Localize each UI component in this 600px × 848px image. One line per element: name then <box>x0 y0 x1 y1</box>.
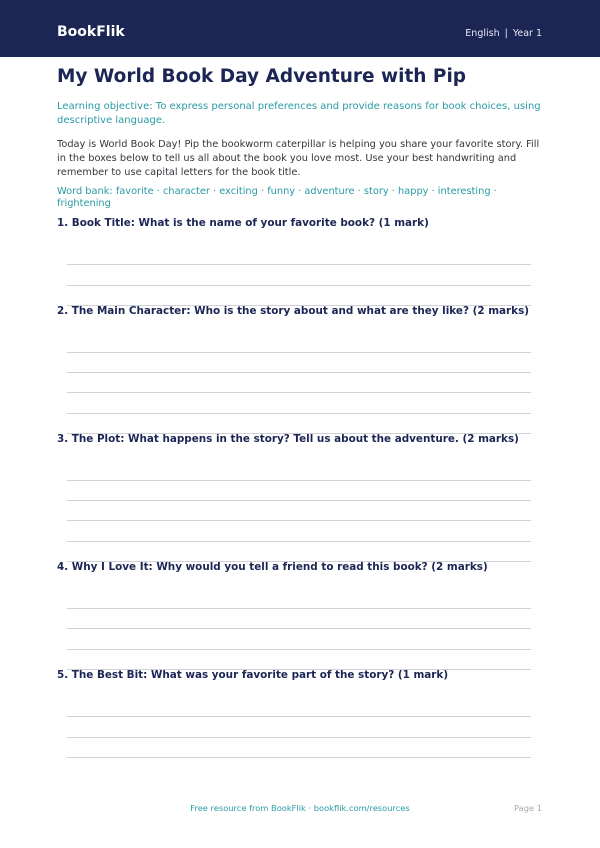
worksheet-title: My World Book Day Adventure with Pip <box>57 66 467 87</box>
answer-line[interactable] <box>67 520 531 521</box>
answer-line[interactable] <box>67 413 531 414</box>
subject-year-label <box>465 28 542 39</box>
question-1-prompt: 1. Book Title: What is the name of your favorite book? (1 mark) <box>57 217 429 229</box>
answer-line[interactable] <box>67 392 531 393</box>
page-number: Page 1 <box>513 803 542 813</box>
question-5-prompt: 5. The Best Bit: What was your favorite part of the story? (1 mark) <box>57 669 449 681</box>
question-2-prompt: 2. The Main Character: Who is the story about and what are they like? (2 marks) <box>57 305 530 317</box>
answer-line[interactable] <box>67 285 531 286</box>
meta-separator: | <box>504 28 508 39</box>
question-4-prompt: 4. Why I Love It: Why would you tell a friend to read this book? (2 marks) <box>57 561 488 573</box>
answer-line[interactable] <box>67 500 531 501</box>
top-banner <box>0 0 600 57</box>
question-3-prompt: 3. The Plot: What happens in the story? Tell us about the adventure. (2 marks) <box>57 433 519 445</box>
word-bank: Word bank: favorite · character · exciting · funny · adventure · story · happy · interesting · frightening <box>57 186 497 209</box>
answer-line[interactable] <box>67 608 531 609</box>
answer-line[interactable] <box>67 480 531 481</box>
answer-line[interactable] <box>67 757 531 758</box>
answer-line[interactable] <box>67 541 531 542</box>
footer-credit: Free resource from BookFlik · bookflik.com/resources <box>190 803 410 813</box>
subject-label: English <box>465 28 500 39</box>
year-label: Year 1 <box>512 28 542 39</box>
learning-objective: Learning objective: To express personal preferences and provide reasons for book choices, using descriptive language. <box>57 101 541 126</box>
answer-line[interactable] <box>67 716 531 717</box>
answer-line[interactable] <box>67 264 531 265</box>
answer-line[interactable] <box>67 649 531 650</box>
answer-line[interactable] <box>67 352 531 353</box>
answer-line[interactable] <box>67 628 531 629</box>
brand-logo: BookFlik <box>57 24 125 40</box>
intro-paragraph: Today is World Book Day! Pip the bookworm caterpillar is helping you share your favorite story. Fill in the boxes below to tell us all about the book you love most. Use your best handwriting and remember to use capital letters for the book title. <box>57 139 540 178</box>
answer-line[interactable] <box>67 372 531 373</box>
answer-line[interactable] <box>67 737 531 738</box>
